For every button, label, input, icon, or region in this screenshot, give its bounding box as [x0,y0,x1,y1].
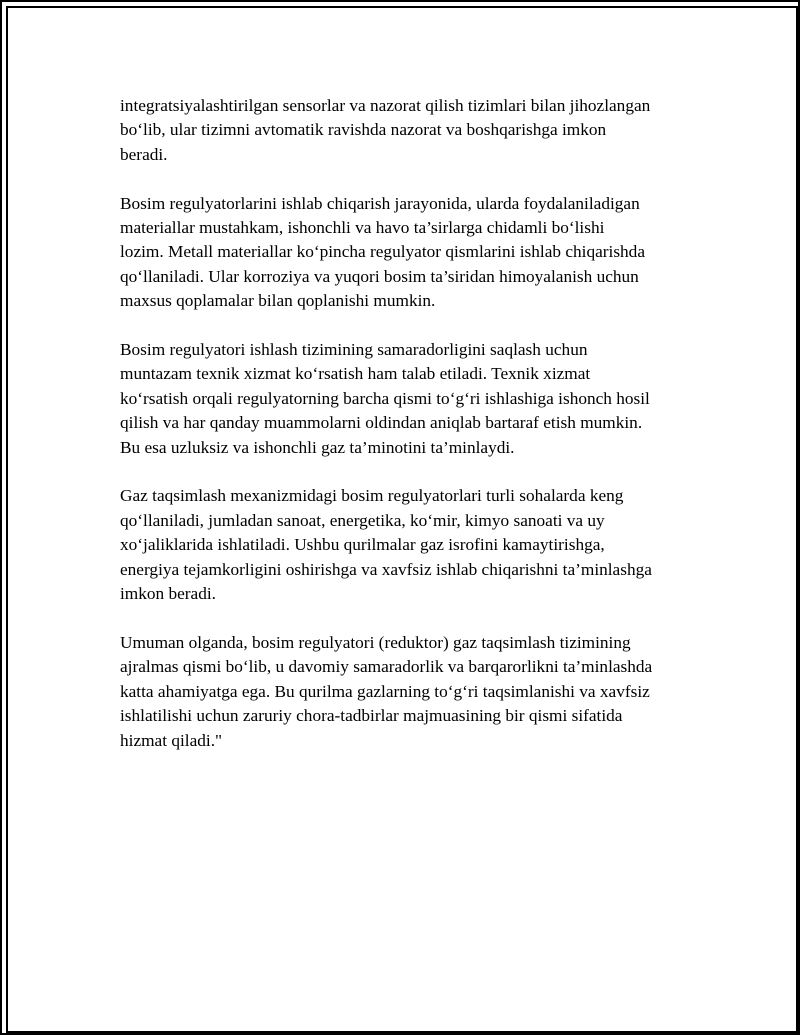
paragraph-2 [120,192,695,314]
paragraph-line: bo‘lib, ular tizimni avtomatik ravishda nazorat va boshqarishga imkon [120,120,607,140]
paragraph-line: ko‘rsatish orqali regulyatorning barcha qismi to‘g‘ri ishlashiga ishonch hosil [120,388,650,408]
paragraph-line: Bosim regulyatorlarini ishlab chiqarish jarayonida, ularda foydalaniladigan [120,193,640,213]
paragraph-5 [120,631,695,753]
paragraph-line: Umuman olganda, bosim regulyatori (reduktor) gaz taqsimlash tizimining [120,632,631,652]
paragraph-line: katta ahamiyatga ega. Bu qurilma gazlarning to‘g‘ri taqsimlanishi va xavfsiz [120,681,650,701]
paragraph-line: beradi. [120,144,168,164]
paragraph-line: Gaz taqsimlash mexanizmidagi bosim regulyatorlari turli sohalarda keng [120,486,624,506]
paragraph-line: materiallar mustahkam, ishonchli va havo ta’sirlarga chidamli bo‘lishi [120,218,605,238]
paragraph-line: maxsus qoplamalar bilan qoplanishi mumkin. [120,291,436,311]
paragraph-line: ishlatilishi uchun zaruriy chora-tadbirlar majmuasining bir qismi sifatida [120,706,623,726]
paragraph-3 [120,338,695,460]
paragraph-line: integratsiyalashtirilgan sensorlar va nazorat qilish tizimlari bilan jihozlangan [120,96,651,115]
paragraph-line: qo‘llaniladi, jumladan sanoat, energetika, ko‘mir, kimyo sanoati va uy [120,510,605,530]
paragraph-line: imkon beradi. [120,584,216,604]
paragraph-line: muntazam texnik xizmat ko‘rsatish ham talab etiladi. Texnik xizmat [120,364,591,384]
paragraph-4 [120,484,695,606]
paragraph-1 [120,94,695,167]
paragraph-line: Bosim regulyatori ishlash tizimining samaradorligini saqlash uchun [120,340,588,360]
paragraph-line: ajralmas qismi bo‘lib, u davomiy samaradorlik va barqarorlikni ta’minlashda [120,657,653,677]
paragraph-line: lozim. Metall materiallar ko‘pincha regulyator qismlarini ishlab chiqarishda [120,242,645,262]
paragraph-line: energiya tejamkorligini oshirishga va xavfsiz ishlab chiqarishni ta’minlashga [120,559,652,579]
paragraph-line: qo‘llaniladi. Ular korroziya va yuqori bosim ta’siridan himoyalanish uchun [120,266,639,286]
document-body [120,94,695,777]
paragraph-line: xo‘jaliklarida ishlatiladi. Ushbu qurilmalar gaz isrofini kamaytirishga, [120,535,605,555]
paragraph-line: Bu esa uzluksiz va ishonchli gaz ta’minotini ta’minlaydi. [120,437,515,457]
paragraph-line: qilish va har qanday muammolarni oldindan aniqlab bartaraf etish mumkin. [120,413,643,433]
paragraph-line: hizmat qiladi." [120,730,223,750]
